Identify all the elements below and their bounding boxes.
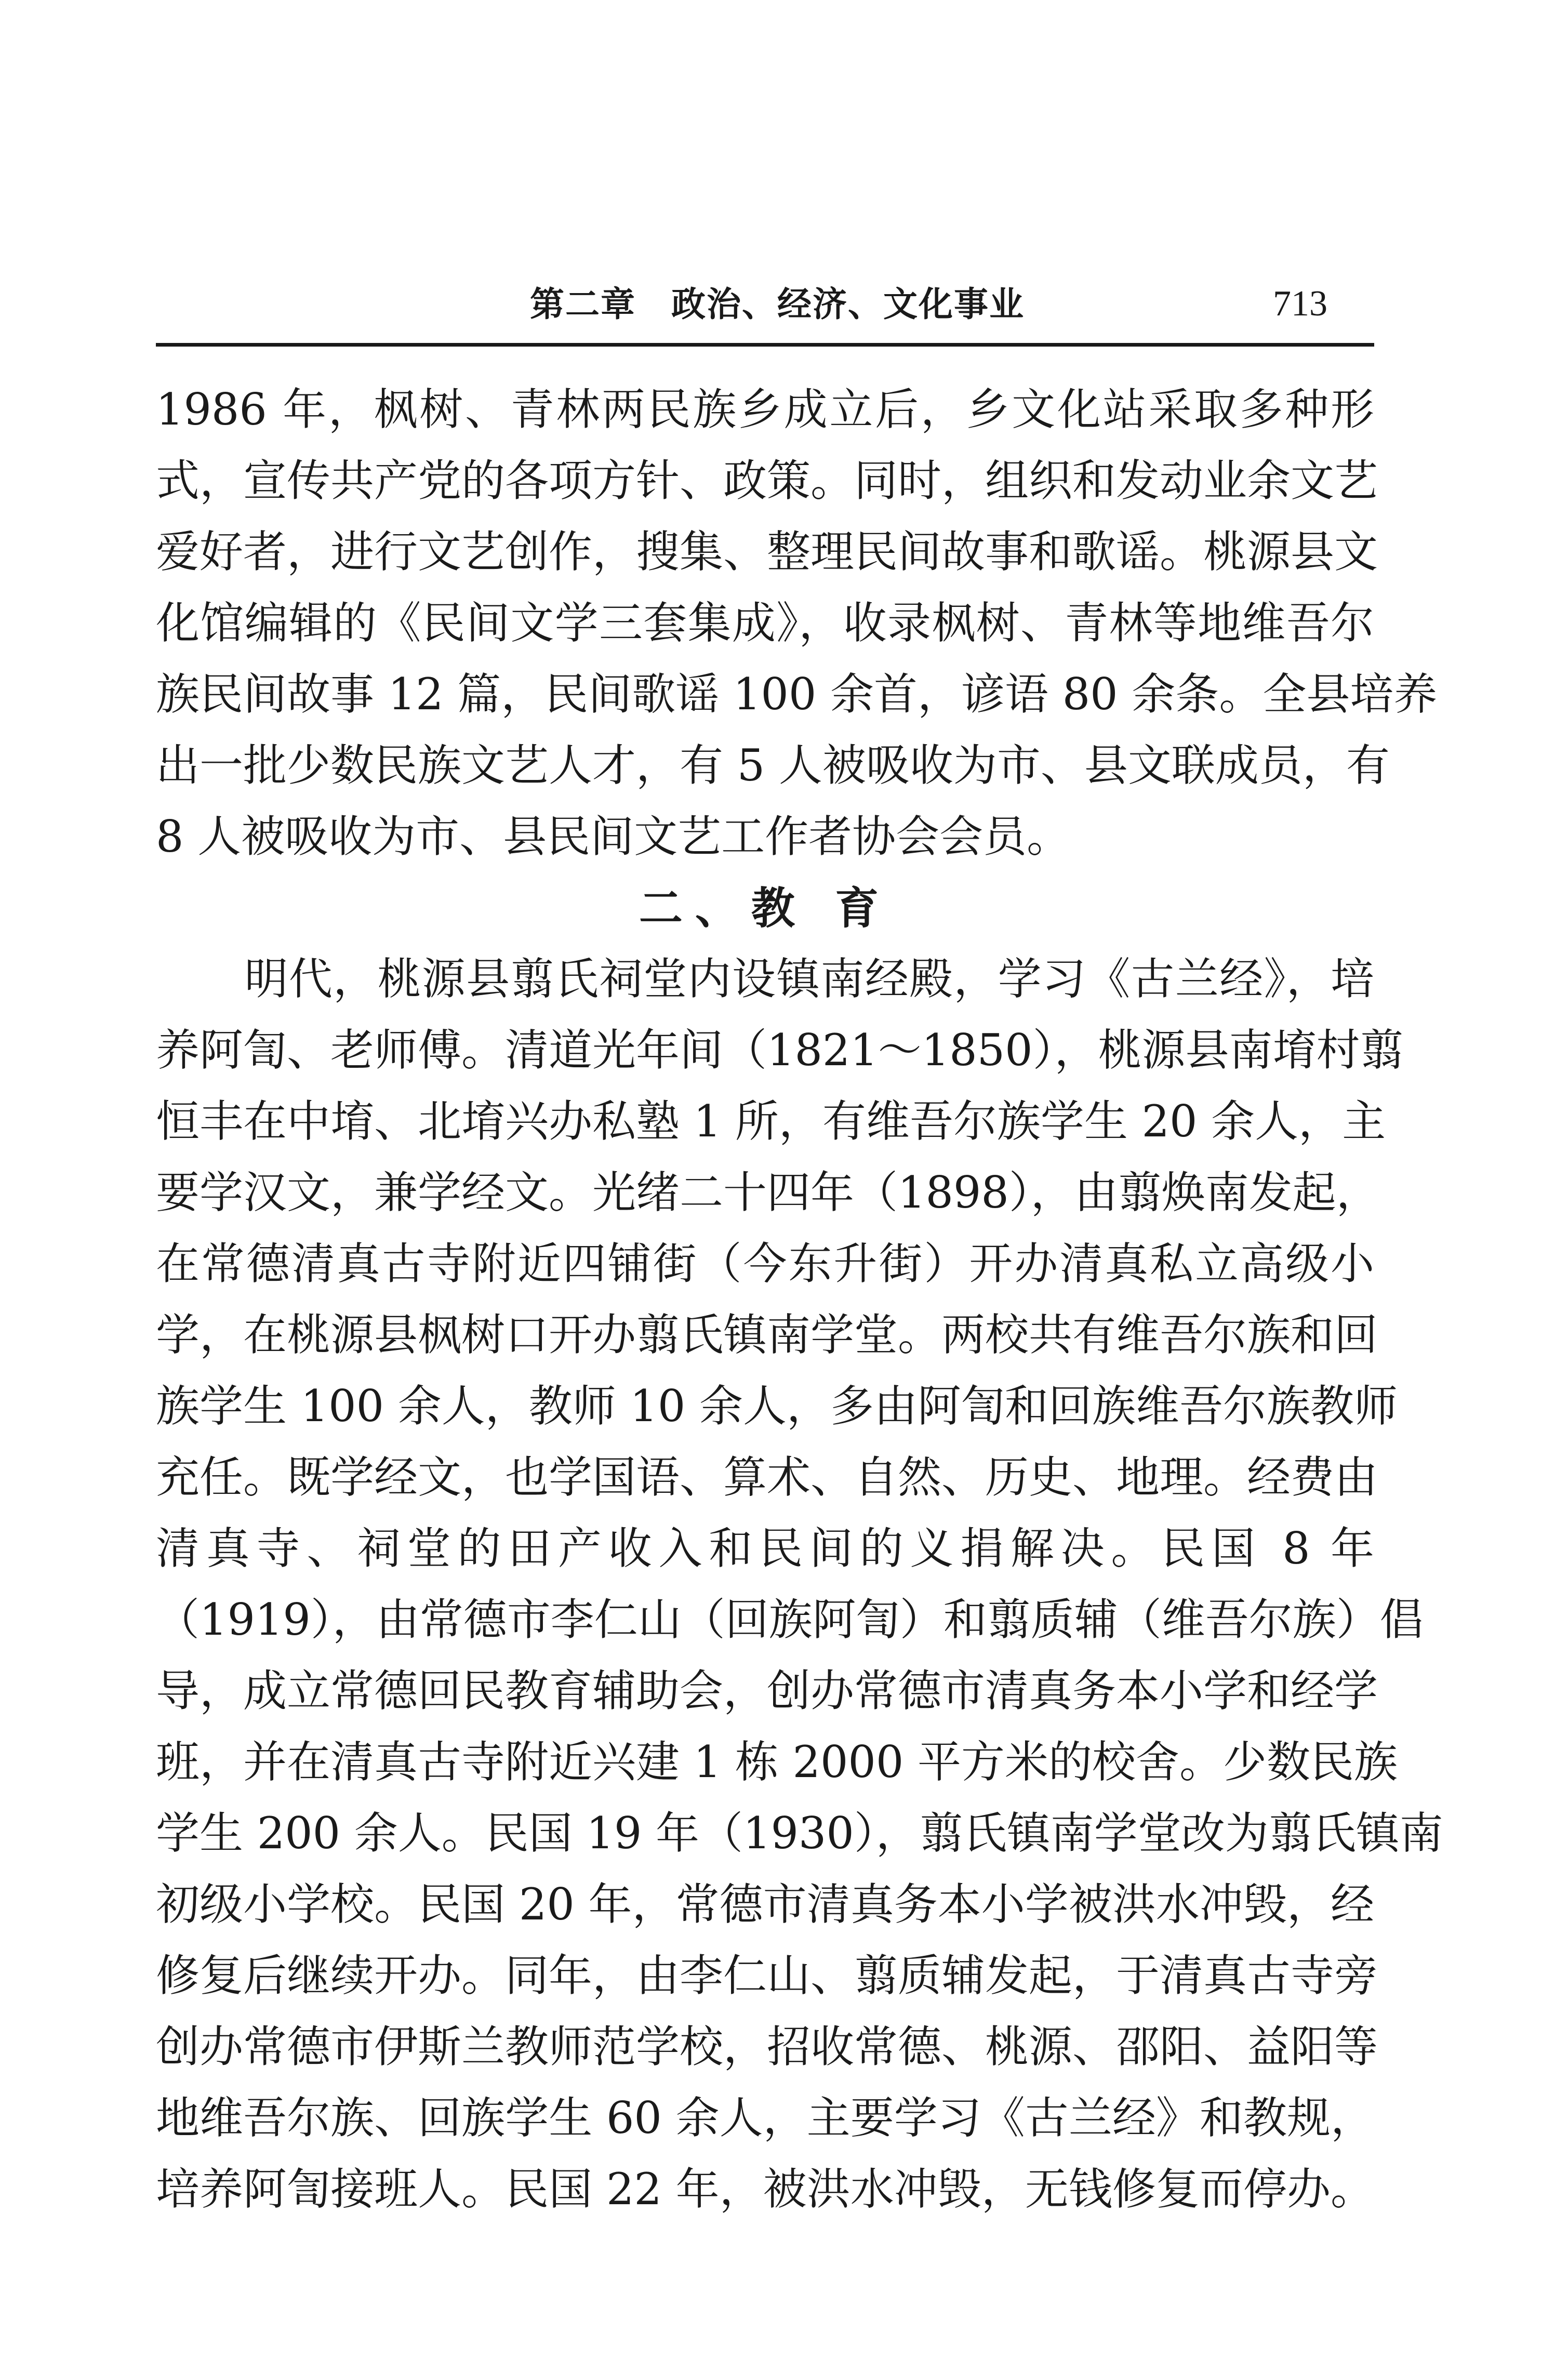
text-line: 在常德清真古寺附近四铺街（今东升街）开办清真私立高级小 (156, 1238, 1374, 1289)
text-line: 初级小学校。民国 20 年，常德市清真务本小学被洪水冲毁，经 (156, 1879, 1374, 1930)
page-number: 713 (1273, 284, 1327, 324)
text-line: 地维吾尔族、回族学生 60 余人，主要学习《古兰经》和教规， (156, 2092, 1374, 2143)
text-line: 族民间故事 12 篇，民间歌谣 100 余首，谚语 80 余条。全县培养 (156, 669, 1438, 720)
chapter-title: 第二章 政治、经济、文化事业 (530, 284, 1025, 324)
text-line: 恒丰在中堉、北堉兴办私塾 1 所，有维吾尔族学生 20 余人，主 (156, 1096, 1386, 1147)
text-line: 化馆编辑的《民间文学三套集成》，收录枫树、青林等地维吾尔 (156, 598, 1374, 648)
text-line: 1986 年，枫树、青林两民族乡成立后，乡文化站采取多种形 (156, 384, 1374, 435)
text-line: 学，在桃源县枫树口开办翦氏镇南学堂。两校共有维吾尔族和回 (156, 1309, 1378, 1360)
text-line: 修复后继续开办。同年，由李仁山、翦质辅发起，于清真古寺旁 (156, 1950, 1378, 2001)
text-line: （1919），由常德市李仁山（回族阿訇）和翦质辅（维吾尔族）倡 (156, 1594, 1424, 1645)
text-line: 学生 200 余人。民国 19 年（1930），翦氏镇南学堂改为翦氏镇南 (156, 1808, 1443, 1859)
text-line: 族学生 100 余人，教师 10 余人，多由阿訇和回族维吾尔族教师 (156, 1381, 1398, 1432)
header-rule (156, 343, 1374, 347)
text-line: 班，并在清真古寺附近兴建 1 栋 2000 平方米的校舍。少数民族 (156, 1737, 1398, 1787)
text-line: 明代，桃源县翦氏祠堂内设镇南经殿，学习《古兰经》，培 (156, 953, 1374, 1004)
text-line: 8 人被吸收为市、县民间文艺工作者协会会员。 (156, 811, 1071, 862)
paragraph-education (156, 944, 1443, 2225)
text-line: 创办常德市伊斯兰教师范学校，招收常德、桃源、邵阳、益阳等 (156, 2021, 1378, 2072)
running-header (156, 270, 1374, 338)
text-line: 爱好者，进行文艺创作，搜集、整理民间故事和歌谣。桃源县文 (156, 526, 1378, 577)
text-line: 要学汉文，兼学经文。光绪二十四年（1898），由翦焕南发起， (156, 1167, 1380, 1218)
text-line: 式，宣传共产党的各项方针、政策。同时，组织和发动业余文艺 (156, 455, 1378, 506)
body-text (156, 374, 1443, 2225)
text-line: 清真寺、祠堂的田产收入和民间的义捐解决。民国 8 年 (156, 1523, 1374, 1574)
text-line: 导，成立常德回民教育辅助会，创办常德市清真务本小学和经学 (156, 1665, 1378, 1716)
text-line: 充任。既学经文，也学国语、算术、自然、历史、地理。经费由 (156, 1452, 1378, 1503)
text-line: 养阿訇、老师傅。清道光年间（1821～1850），桃源县南堉村翦 (156, 1025, 1404, 1076)
paragraph-culture (156, 374, 1438, 872)
section-heading-education: 二、教 育 (639, 882, 892, 934)
text-line: 出一批少数民族文艺人才，有 5 人被吸收为市、县文联成员，有 (156, 740, 1390, 791)
text-line: 培养阿訇接班人。民国 22 年，被洪水冲毁，无钱修复而停办。 (156, 2164, 1374, 2215)
